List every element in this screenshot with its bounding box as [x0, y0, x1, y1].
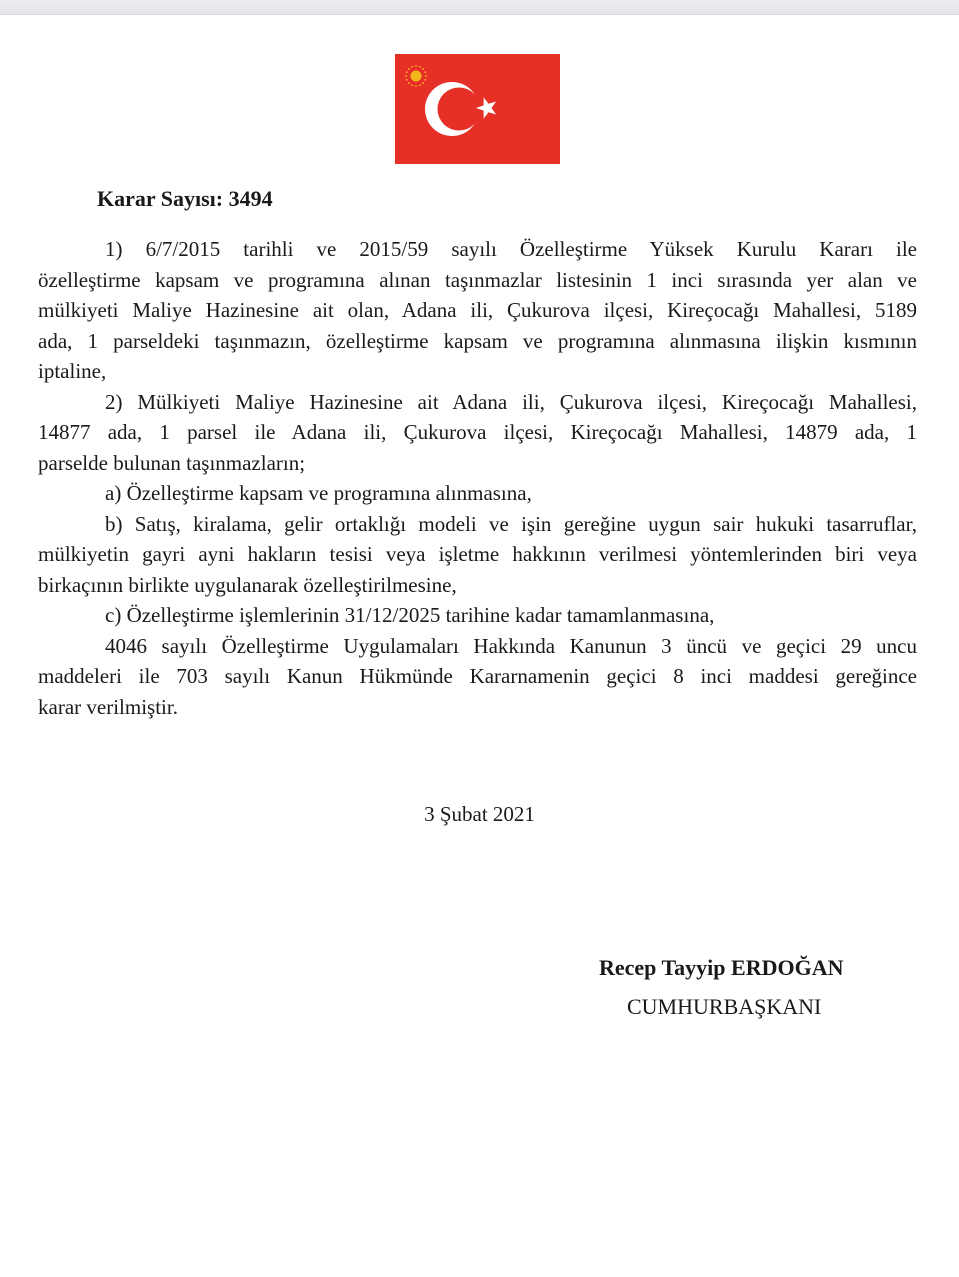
- emblem-star-dot: [405, 75, 407, 77]
- text-line: b) Satış, kiralama, gelir ortaklığı modeli ve işin gereğine uygun sair hukuki tasarruflar,: [105, 511, 917, 536]
- text-line: c) Özelleştirme işlemlerinin 31/12/2025 tarihine kadar tamamlanmasına,: [105, 603, 715, 627]
- paragraph: [38, 478, 917, 509]
- emblem-star-dot: [406, 71, 408, 73]
- emblem-star-dot: [415, 65, 417, 67]
- emblem-star-dot: [408, 68, 410, 70]
- text-line: mülkiyeti Maliye Hazinesine ait olan, Adana ili, Çukurova ilçesi, Kireçocağı Mahallesi, 5189: [38, 298, 917, 322]
- turkish-flag-emblem: [395, 54, 560, 164]
- paragraph: [38, 234, 917, 387]
- text-line: birkaçının birlikte uygulanarak özelleştirilmesine,: [38, 572, 457, 597]
- text-line: 1) 6/7/2015 tarihli ve 2015/59 sayılı Özelleştirme Yüksek Kurulu Kararı ile: [105, 237, 917, 261]
- decision-body: [38, 234, 917, 722]
- emblem-star-dot: [406, 79, 408, 81]
- emblem-star-dot: [424, 71, 426, 73]
- emblem-star-dot: [415, 85, 417, 87]
- paragraph: [38, 631, 917, 723]
- text-line: karar verilmiştir.: [38, 694, 178, 719]
- text-line: maddeleri ile 703 sayılı Kanun Hükmünde Kararnamenin geçici 8 inci maddesi gereğince: [38, 664, 917, 688]
- paragraph: [38, 509, 917, 601]
- text-line: mülkiyetin gayri ayni hakların tesisi veya işletme hakkının verilmesi yöntemlerinden biri veya: [38, 542, 917, 566]
- text-line: parselde bulunan taşınmazların;: [38, 450, 306, 475]
- decision-number-title: Karar Sayısı: 3494: [97, 186, 273, 211]
- paragraph: [38, 387, 917, 479]
- emblem-star-dot: [424, 79, 426, 81]
- emblem-star-dot: [422, 68, 424, 70]
- text-line: özelleştirme kapsam ve programına alınan taşınmazlar listesinin 1 inci sırasında yer alan ve: [38, 267, 917, 292]
- emblem-star-dot: [422, 82, 424, 84]
- text-line: 14877 ada, 1 parsel ile Adana ili, Çukurova ilçesi, Kireçocağı Mahallesi, 14879 ada, 1: [38, 420, 917, 444]
- emblem-star-dot: [411, 66, 413, 68]
- decision-date: 3 Şubat 2021: [424, 802, 535, 826]
- emblem-star-dot: [425, 75, 427, 77]
- top-bar: [0, 0, 959, 15]
- text-line: iptaline,: [38, 359, 107, 383]
- emblem-star-dot: [408, 82, 410, 84]
- emblem-star-dot: [411, 84, 413, 86]
- text-line: 4046 sayılı Özelleştirme Uygulamaları Hakkında Kanunun 3 üncü ve geçici 29 uncu: [105, 633, 917, 658]
- text-line: ada, 1 parseldeki taşınmazın, özelleştirme kapsam ve programına alınmasına ilişkin kısmının: [38, 328, 917, 353]
- text-line: a) Özelleştirme kapsam ve programına alınmasına,: [105, 481, 532, 505]
- emblem-star-dot: [419, 84, 421, 86]
- paragraph: [38, 600, 917, 631]
- text-line: 2) Mülkiyeti Maliye Hazinesine ait Adana ili, Çukurova ilçesi, Kireçocağı Mahallesi,: [105, 389, 917, 414]
- signatory-title: CUMHURBAŞKANI: [627, 994, 822, 1019]
- emblem-star-dot: [419, 66, 421, 68]
- signatory-name: Recep Tayyip ERDOĞAN: [599, 955, 844, 980]
